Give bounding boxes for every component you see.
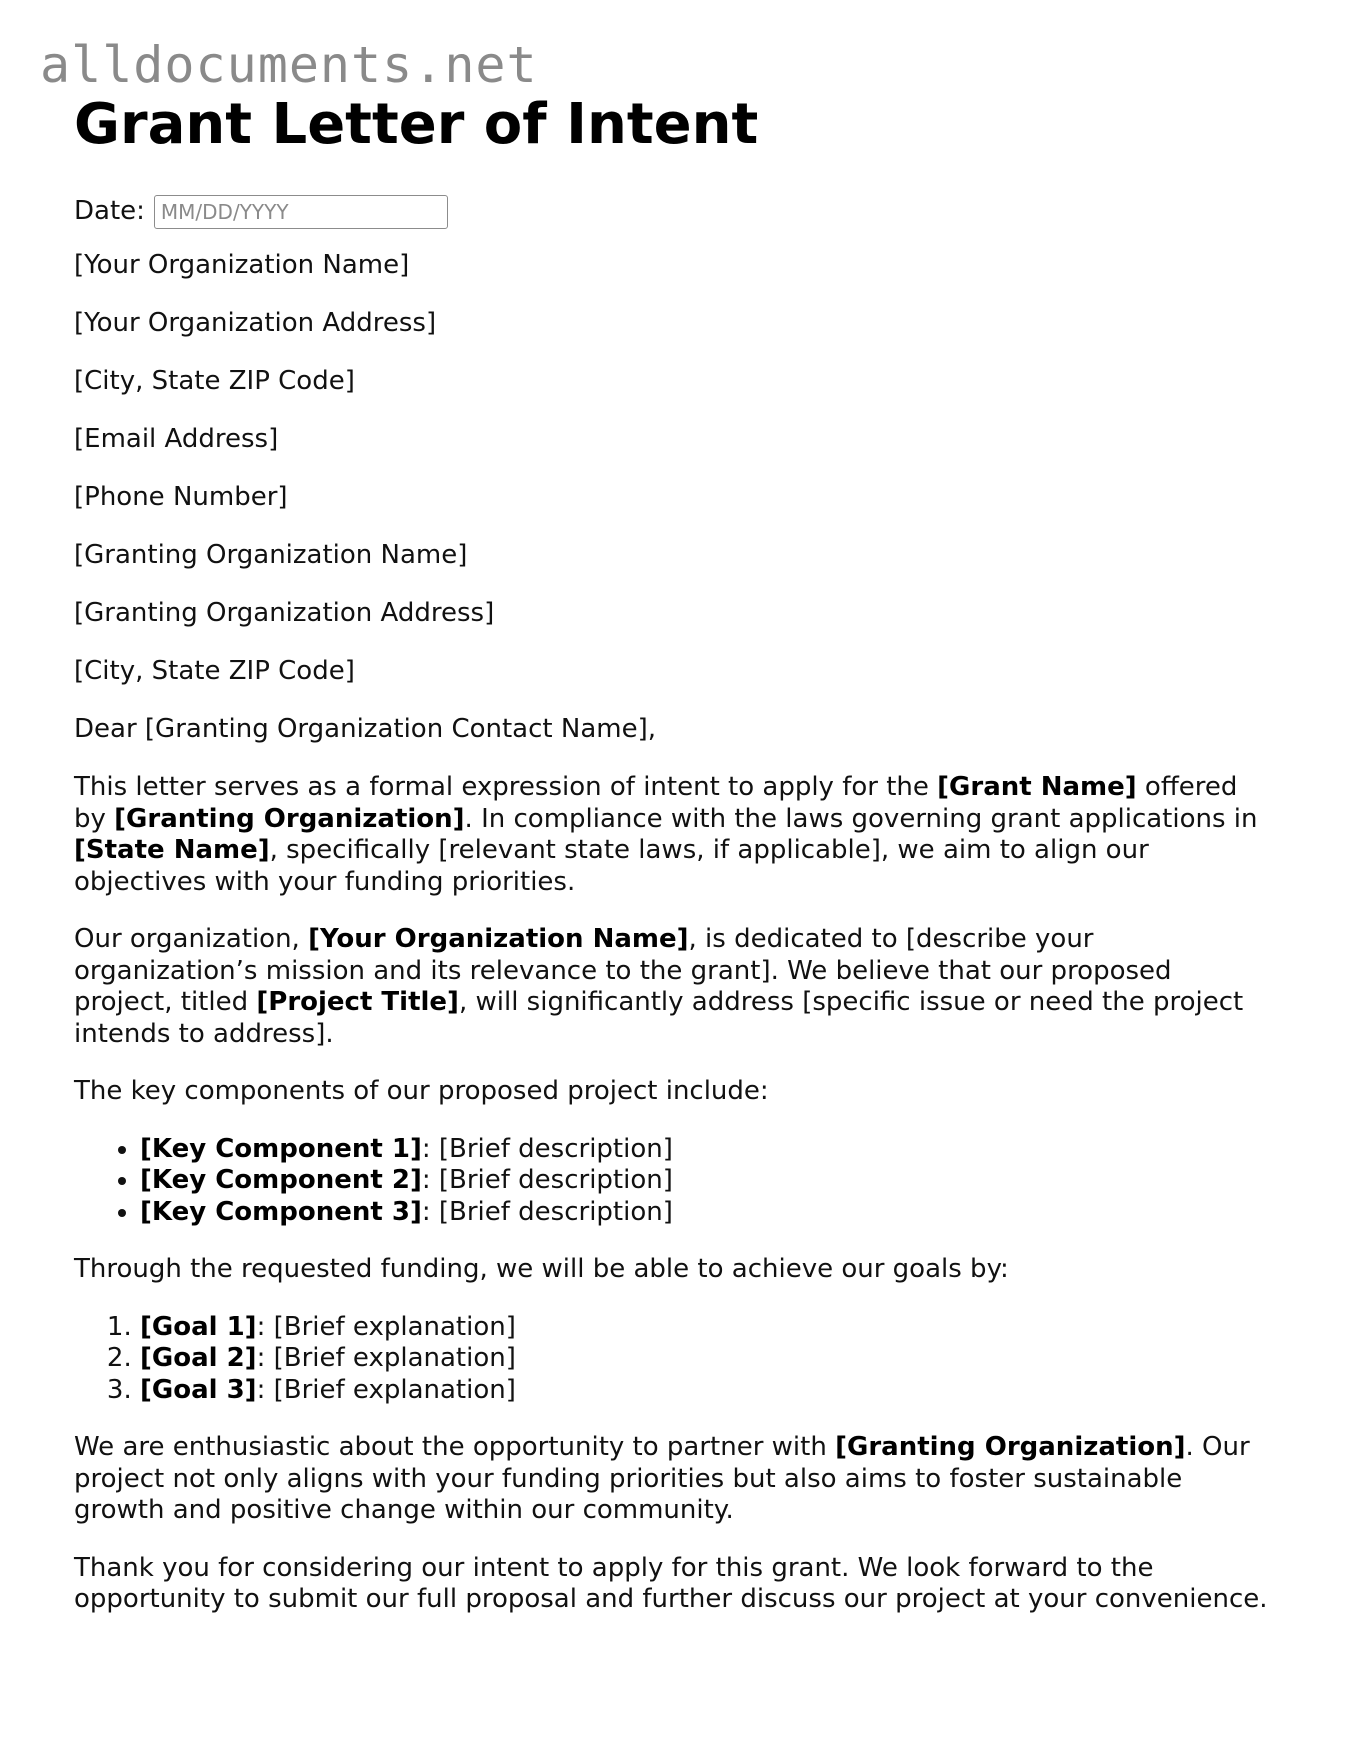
project-title: [Project Title] (256, 987, 459, 1017)
sender-address-block (74, 250, 1274, 746)
letter-document (74, 92, 1274, 1642)
recipient-city-state-zip: [City, State ZIP Code] (74, 656, 355, 686)
list-item (140, 1312, 1274, 1344)
partner-text-1: We are enthusiastic about the opportunity to partner with (74, 1432, 836, 1462)
goal-text: : [Brief explanation] (256, 1311, 516, 1342)
component-text: : [Brief description] (421, 1165, 673, 1195)
component-text: : [Brief description] (421, 1133, 673, 1164)
recipient-org-name: [Granting Organization Name] (74, 540, 468, 570)
list-item (140, 1343, 1274, 1375)
date-input[interactable] (154, 195, 448, 229)
grant-name: [Grant Name] (937, 772, 1137, 802)
closing-paragraph: Thank you for considering our intent to apply for this grant. We look forward to the opportunity to submit our full proposal and further discuss our project at your convenience. (74, 1552, 1268, 1614)
partnership-paragraph (74, 1432, 1274, 1527)
state-name: [State Name] (74, 835, 270, 865)
intent-text-3: . In compliance with the laws governing grant applications in (464, 803, 1258, 834)
sender-city-state-zip: [City, State ZIP Code] (74, 366, 355, 396)
intent-paragraph (74, 772, 1274, 898)
components-intro: The key components of our proposed project include: (74, 1076, 769, 1106)
component-label: [Key Component 1] (140, 1133, 422, 1164)
sender-phone: [Phone Number] (74, 482, 288, 512)
components-list (74, 1134, 1274, 1229)
goal-label: [Goal 1] (140, 1311, 257, 1342)
sender-org-name: [Your Organization Name] (74, 250, 410, 280)
goal-text: : [Brief explanation] (256, 1374, 516, 1405)
org-text-3: , will significantly address [specific issue or need the project intends to address]. (74, 987, 1244, 1049)
component-label: [Key Component 3] (140, 1196, 422, 1227)
list-item (140, 1375, 1274, 1407)
goal-text: : [Brief explanation] (256, 1343, 516, 1373)
granting-organization: [Granting Organization] (114, 803, 465, 834)
watermark: alldocuments.net (40, 36, 538, 94)
goal-label: [Goal 2] (140, 1343, 257, 1373)
your-organization-name: [Your Organization Name] (308, 924, 689, 954)
list-item (140, 1165, 1274, 1197)
intent-text-1: This letter serves as a formal expression of intent to apply for the (74, 772, 938, 802)
organization-paragraph (74, 924, 1274, 1050)
intent-text-4: , specifically [relevant state laws, if applicable], we aim to align our objectives with your funding priorities. (74, 835, 1149, 897)
recipient-org-address: [Granting Organization Address] (74, 598, 495, 628)
list-item (140, 1134, 1274, 1166)
sender-email: [Email Address] (74, 424, 279, 454)
intent-text-2: offered by (74, 772, 1238, 834)
salutation: Dear [Granting Organization Contact Name], (74, 714, 656, 744)
page-title: Grant Letter of Intent (74, 92, 759, 157)
goals-list (74, 1312, 1274, 1407)
sender-org-address: [Your Organization Address] (74, 308, 437, 338)
goals-intro: Through the requested funding, we will be able to achieve our goals by: (74, 1254, 1009, 1284)
org-text-1: Our organization, (74, 924, 309, 954)
org-text-2: , is dedicated to [describe your organization’s mission and its relevance to the grant]. We believe that our proposed project, titled (74, 924, 1172, 1017)
component-text: : [Brief description] (421, 1196, 673, 1227)
goal-label: [Goal 3] (140, 1374, 257, 1405)
component-label: [Key Component 2] (140, 1165, 422, 1195)
date-row (74, 194, 1274, 230)
list-item (140, 1197, 1274, 1229)
granting-organization: [Granting Organization] (835, 1432, 1186, 1462)
partner-text-2: . Our project not only aligns with your funding priorities but also aims to foster sustainable growth and positive change within our community. (74, 1432, 1250, 1525)
date-label: Date: (74, 196, 145, 227)
